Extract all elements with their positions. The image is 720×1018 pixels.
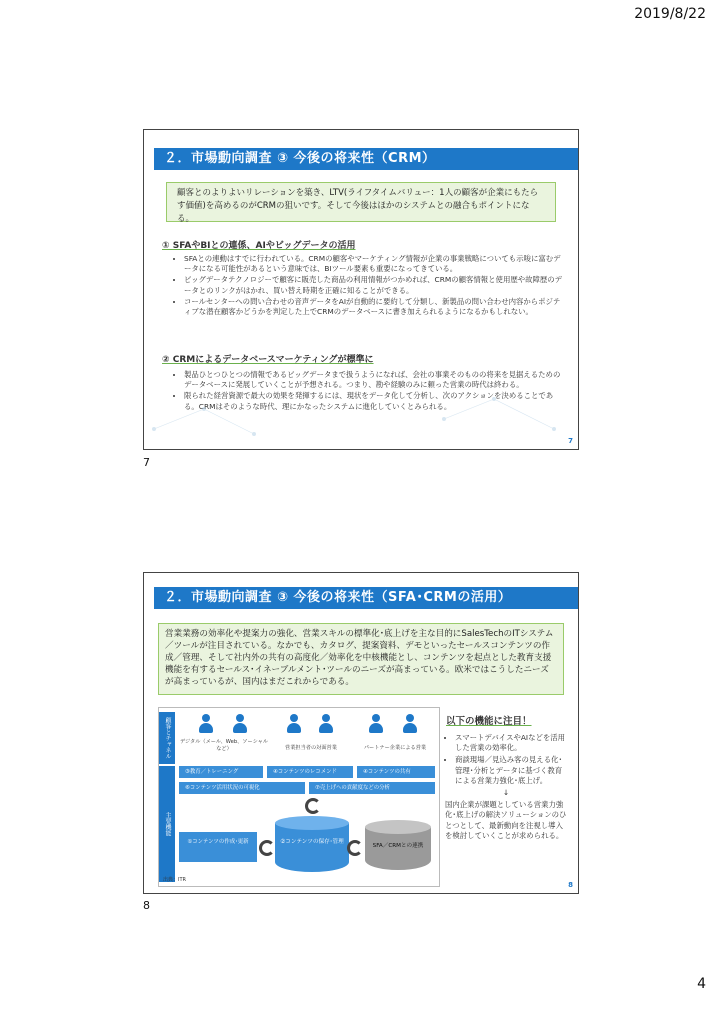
bullet-item: • 限られた経営資源で最大の効果を発揮するには、現状をデータ化して分析し、次のアクションを決めることである。CRMはそのような時代、理にかなったシステムに進化していくとみられる。 [184, 391, 564, 411]
summary-box: 顧客とのよりよいリレーションを築き、LTV(ライフタイムバリュー：1人の顧客が企業にもたらす価値)を高めるのがCRMの狙いです。そして今後はほかのシステムとの融合もポイントになる。 [166, 182, 556, 222]
down-arrow-icon: ↓ [502, 788, 510, 798]
slide-7 [143, 129, 579, 450]
slide-8 [143, 572, 579, 894]
function-analysis: ⑦売上げへの貢献度などの分析 [309, 782, 435, 794]
person-icon [319, 714, 333, 736]
slide-number: 7 [568, 437, 573, 445]
channel-label-sales: 営業担当者の対面営業 [285, 745, 337, 751]
function-recommend: ④コンテンツのレコメンド [267, 766, 353, 778]
bullet-item: • ビッグデータテクノロジーで顧客に販売した商品の利用情報がつかめれば、CRMの顧客情報と使用歴や故障歴のデータとのリンクがはかれ、買い替え時期を正確に知ることができる。 [184, 275, 564, 295]
cylinder-label: ②コンテンツの保存･管理 [280, 839, 344, 845]
bullet-item: • スマートデバイスやAIなどを活用した営業の効率化。 [455, 733, 568, 753]
cylinder-label: SFA／CRMとの連携 [372, 843, 424, 849]
slide-caption-number: 7 [143, 456, 150, 469]
bullet-item: • SFAとの連動はすでに行われている。CRMの顧客やマーケティング情報が企業の事業戦略についても示唆に富むデータになる可能性があるという意味では、BIツール要素も重要になってきている。 [184, 254, 564, 274]
person-icon [287, 714, 301, 736]
person-icon [403, 714, 417, 736]
function-share: ④コンテンツの共有 [357, 766, 435, 778]
network-decoration-icon [144, 389, 578, 449]
section-heading-2: ② CRMによるデータベースマーケティングが標準に [162, 355, 374, 365]
cycle-arrow-icon [305, 798, 321, 814]
sales-enablement-diagram [158, 707, 440, 887]
cycle-arrow-icon [259, 840, 275, 856]
slide-title: ２．市場動向調査 ③ 今後の将来性（CRM） [154, 148, 578, 170]
side-label-functions: 主要機能 [159, 766, 175, 882]
channel-label-digital: デジタル（メール、Web、ソーシャルなど） [179, 739, 269, 752]
cycle-arrow-icon [347, 840, 363, 856]
section-heading-1: ① SFAやBIとの連係、AIやビッグデータの活用 [162, 241, 356, 251]
slide-number: 8 [568, 881, 573, 889]
bullet-item: • 商談現場／見込み客の見える化･管理･分析とデータに基づく教育による営業力強化･底上げ。 [455, 755, 568, 786]
bullet-item: • コールセンターへの問い合わせの音声データをAIが自動的に要約して分類し、新製品の問い合わせ内容からポジティブな潜在顧客かどうかを判定した上でCRMのデータベースに書き加えられるようになるかもしれない。 [184, 297, 564, 317]
side-label-channel: 顧客とチャネル [159, 712, 175, 764]
content-storage-cylinder [275, 816, 349, 872]
bullet-item: • 製品ひとつひとつの情報であるビッグデータまで扱うようになれば、会社の事業そのものの将来を見据えるためのデータベースに発展していくことが予想される。つまり、勘や経験のみに頼った営業の時代は終わる。 [184, 370, 564, 390]
diagram-source: 出典：ITR [163, 877, 187, 883]
person-icon [369, 714, 383, 736]
right-heading: 以下の機能に注目！ [446, 716, 532, 727]
function-create: ①コンテンツの作成･更新 [179, 832, 257, 862]
function-visualize: ⑥コンテンツ活用状況の可視化 [179, 782, 305, 794]
channel-label-partner: パートナー企業による営業 [363, 745, 427, 751]
conclusion-text: 国内企業が課題としている営業力強化･底上げの解決ソリューションのひとつとして、最新動向を注視し導入を検討していくことが求められる。 [445, 800, 567, 840]
person-icon [199, 714, 213, 736]
function-training: ③教育／トレーニング [179, 766, 263, 778]
slide-caption-number: 8 [143, 899, 150, 912]
right-panel [444, 733, 568, 841]
page-number: 4 [697, 976, 706, 992]
intro-box: 営業業務の効率化や提案力の強化、営業スキルの標準化･底上げを主な目的にSalesTechのITシステム／ツールが注目されている。なかでも、カタログ、提案資料、デモといったセールスコンテンツの作成／管理、そして社内外の共有の高度化／効率化を中核機能とし、コンテンツを起点とした教育支援機能を有するセールス･イネーブルメント･ツールのニーズが高まっている。欧米ではこうしたニーズが高まっているが、国内はまだこれからである。 [158, 623, 564, 695]
person-icon [233, 714, 247, 736]
crm-link-cylinder [365, 820, 431, 870]
section-1-bullets [172, 254, 564, 318]
slide-title: ２．市場動向調査 ③ 今後の将来性（SFA･CRMの活用） [154, 587, 578, 609]
print-date: 2019/8/22 [634, 6, 706, 22]
